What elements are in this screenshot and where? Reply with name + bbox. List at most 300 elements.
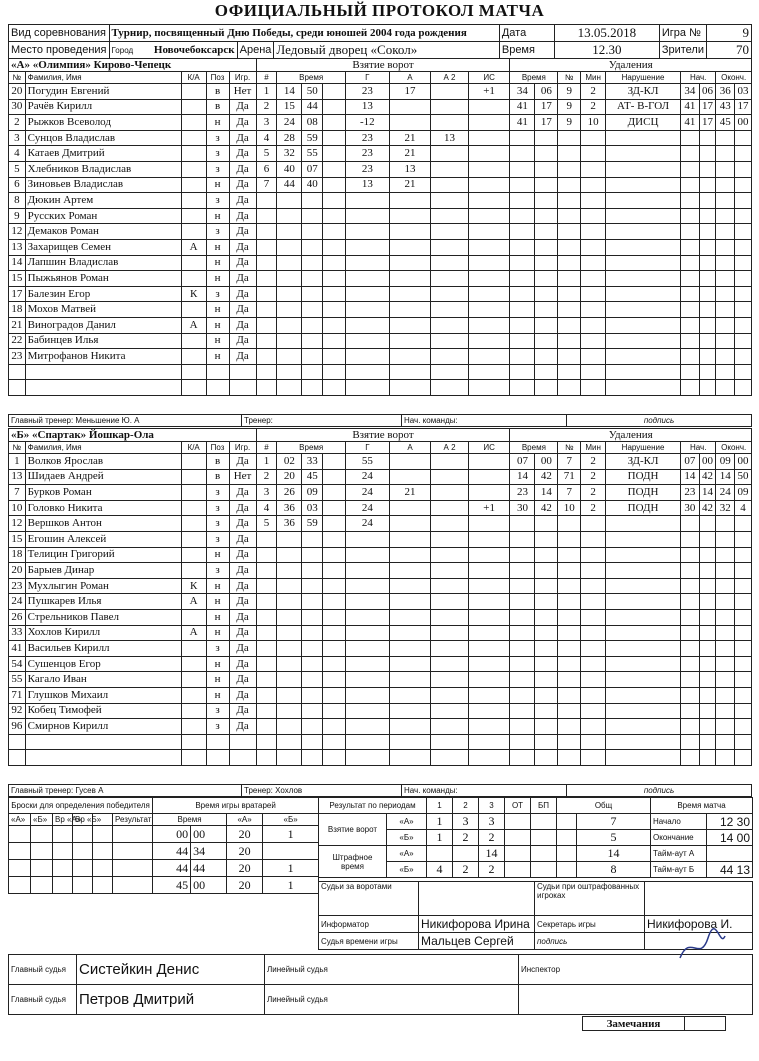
team-a-pen-start-min <box>680 317 699 333</box>
team-b-goal-index: 1 <box>256 454 277 470</box>
team-b-pen-player <box>558 734 581 750</box>
team-b-pen-minutes <box>581 531 606 547</box>
team-b-pen-start-min <box>681 750 700 766</box>
col-goal-time: Время <box>277 72 346 84</box>
goalie-time-min: 00 <box>153 826 191 843</box>
team-b-pen-start-sec <box>699 594 716 610</box>
team-a-player-played: Да <box>229 302 256 318</box>
team-a-player-position: н <box>206 333 229 349</box>
team-a-goal-second <box>302 224 323 240</box>
table-row <box>9 531 752 547</box>
team-a-goal-scorer <box>345 286 389 302</box>
team-a-pen-violation <box>606 380 681 396</box>
team-a-goal-second: 08 <box>302 115 323 131</box>
team-b-pen-minutes <box>581 672 606 688</box>
team-a-pen-minute <box>510 239 535 255</box>
team-b-pen-player <box>558 547 581 563</box>
team-b-pen-end-sec <box>735 703 752 719</box>
team-a-pen-start-sec <box>699 302 716 318</box>
team-b-pen-start-min <box>681 594 700 610</box>
arena-value: Ледовый дворец «Сокол» <box>274 42 499 59</box>
team-b-goal-situation <box>468 485 510 501</box>
team-a-player-position: н <box>206 302 229 318</box>
period-value: 3 <box>479 814 505 830</box>
team-b-goal-minute <box>277 625 302 641</box>
team-b-goal-scorer <box>346 609 390 625</box>
team-a-pen-player <box>558 271 581 287</box>
team-a-goal-minute <box>277 224 302 240</box>
team-b-goal-blank <box>323 469 346 485</box>
team-a-player-position: н <box>206 255 229 271</box>
col-ka: К/А <box>181 72 206 84</box>
team-b-pen-start-min <box>681 547 700 563</box>
team-b-player-role <box>181 609 206 625</box>
table-row <box>9 485 752 501</box>
team-b-player-name: Кобец Тимофей <box>25 703 181 719</box>
team-b-pen-start-min <box>681 609 700 625</box>
team-b-pen-minute <box>510 578 535 594</box>
table-row <box>9 380 752 396</box>
shootout-cell <box>93 826 113 843</box>
start-label: Начало <box>651 814 707 830</box>
team-b-goal-scorer: 24 <box>346 516 390 532</box>
team-b-pen-minute: 30 <box>510 500 535 516</box>
team-a-player-name: Митрофанов Никита <box>25 349 181 365</box>
game-value: 9 <box>707 25 752 42</box>
team-a-pen-end-sec <box>735 146 752 162</box>
period-value <box>531 862 557 878</box>
referee-1-name: Систейкин Денис <box>77 955 265 985</box>
team-b-goal-index <box>256 750 277 766</box>
team-a-pen-minutes <box>581 193 606 209</box>
team-b-pen-minutes <box>581 703 606 719</box>
team-a-goal-blank <box>323 224 346 240</box>
team-a-player-role <box>181 380 206 396</box>
team-a-pen-start-sec <box>699 364 716 380</box>
team-a-player-position: н <box>206 239 229 255</box>
team-b-player-name: Сушенцов Егор <box>25 656 181 672</box>
team-b-goal-blank <box>323 594 346 610</box>
team-a-pen-start-sec <box>699 130 716 146</box>
team-a-goal-minute <box>277 239 302 255</box>
team-b-player-played: Да <box>229 672 256 688</box>
team-a-player-name: Рачёв Кирилл <box>25 99 181 115</box>
team-a-player-position: н <box>206 271 229 287</box>
team-a-pen-violation <box>606 364 681 380</box>
col-play: Игр. <box>229 72 256 84</box>
team-b-pen-minute <box>510 547 535 563</box>
team-a-pen-start-min <box>680 349 699 365</box>
team-a-player-number: 18 <box>9 302 26 318</box>
shootout-cell <box>73 843 93 860</box>
goalie-b: 1 <box>263 860 319 877</box>
team-b-pen-player <box>558 672 581 688</box>
team-b-player-name: Смирнов Кирилл <box>25 719 181 735</box>
goals-a-label: «А» <box>387 814 427 830</box>
col-pen-start: Нач. <box>681 442 716 454</box>
team-a-player-played <box>229 380 256 396</box>
time-value: 12.30 <box>554 42 659 59</box>
team-b-pen-player <box>558 563 581 579</box>
team-a-goal-scorer: 13 <box>345 177 389 193</box>
team-a-pen-end-sec <box>735 255 752 271</box>
team-a-goal-scorer <box>345 224 389 240</box>
team-a-goal-second: 44 <box>302 99 323 115</box>
team-a-goal-second: 55 <box>302 146 323 162</box>
table-row <box>9 454 752 470</box>
team-b-pen-minute <box>510 516 535 532</box>
team-b-player-role <box>181 500 206 516</box>
team-b-pen-minute <box>510 563 535 579</box>
team-b-goal-index <box>256 563 277 579</box>
table-row <box>9 500 752 516</box>
spectators-value: 70 <box>707 42 752 59</box>
team-a-pen-violation <box>606 177 681 193</box>
team-a-player-played: Да <box>229 255 256 271</box>
team-b-player-position: н <box>206 594 229 610</box>
team-a-goal-blank <box>323 239 346 255</box>
team-b-pen-player: 7 <box>558 454 581 470</box>
team-a-goal-situation <box>468 286 510 302</box>
team-a-player-position: н <box>206 115 229 131</box>
team-b-goal-minute <box>277 563 302 579</box>
shootout-vr-b: Вр «Б» <box>73 814 93 826</box>
team-b-pen-start-min <box>681 703 700 719</box>
team-a-player-position <box>206 364 229 380</box>
col-goal-time: Время <box>277 442 346 454</box>
goal-judges-label: Судьи за воротами <box>319 882 419 916</box>
team-b-goal-index <box>256 609 277 625</box>
team-b-pen-minute <box>510 703 535 719</box>
team-b-player-number: 20 <box>9 563 26 579</box>
team-b-goal-blank <box>323 703 346 719</box>
team-a-player-played: Да <box>229 349 256 365</box>
team-b-player-number: 18 <box>9 547 26 563</box>
team-b-goal-assist <box>389 625 431 641</box>
pen-b-label: «Б» <box>387 862 427 878</box>
team-b-player-name: Барыев Динар <box>25 563 181 579</box>
team-a-goal-second: 59 <box>302 130 323 146</box>
col-no: № <box>9 72 26 84</box>
col-ka: К/А <box>181 442 206 454</box>
team-b-pen-second <box>535 687 558 703</box>
period-value <box>427 846 453 862</box>
team-a-goal-second <box>302 317 323 333</box>
team-b-player-number: 10 <box>9 500 26 516</box>
team-b-pen-violation: ПОДН <box>606 485 681 501</box>
table-row <box>9 594 752 610</box>
team-a-pen-minutes: 10 <box>581 115 606 131</box>
col-a2: А 2 <box>431 72 468 84</box>
timekeeper-value: Мальцев Сергей <box>419 933 535 950</box>
shootout-cell <box>73 877 93 894</box>
city-label: Город <box>111 46 134 55</box>
team-b-player-position: н <box>206 625 229 641</box>
team-a-player-number: 15 <box>9 271 26 287</box>
team-a-pen-start-min <box>680 302 699 318</box>
team-a-pen-minute <box>510 161 535 177</box>
goalie-time-sec: 00 <box>191 877 227 894</box>
team-b-pen-end-min <box>716 719 735 735</box>
team-b-pen-minute: 23 <box>510 485 535 501</box>
team-b-goal-situation <box>468 469 510 485</box>
goalie-b <box>263 843 319 860</box>
table-row <box>9 84 752 100</box>
period-value: 2 <box>453 830 479 846</box>
team-a-goal-second <box>302 193 323 209</box>
team-a-goal-assist: 13 <box>389 161 431 177</box>
team-b-pen-start-min <box>681 734 700 750</box>
team-a-pen-end-min <box>716 193 735 209</box>
team-b-pen-player <box>558 609 581 625</box>
team-b-goal-second <box>302 563 323 579</box>
team-a-goal-second <box>302 380 323 396</box>
team-b-pen-end-sec <box>735 516 752 532</box>
team-b-pen-start-min <box>681 563 700 579</box>
team-a-goal-assist <box>389 208 431 224</box>
team-a-pen-end-sec: 00 <box>735 115 752 131</box>
team-a-player-role: А <box>181 317 206 333</box>
team-b-goal-second: 09 <box>302 485 323 501</box>
team-a-pen-player <box>558 380 581 396</box>
team-b-pen-end-sec <box>735 672 752 688</box>
team-b-goal-scorer <box>346 531 390 547</box>
shootout-cell <box>31 843 53 860</box>
team-b-pen-start-sec <box>699 703 716 719</box>
team-b-pen-minute <box>510 719 535 735</box>
team-a-goals-heading: Взятие ворот <box>256 59 510 72</box>
team-a-player-role <box>181 130 206 146</box>
team-b-player-position: в <box>206 454 229 470</box>
col-pen-viol: Нарушение <box>606 442 681 454</box>
team-a-goal-scorer <box>345 255 389 271</box>
table-row <box>9 547 752 563</box>
team-b-pen-second: 14 <box>535 485 558 501</box>
team-a-player-position: в <box>206 84 229 100</box>
team-a-goal-index <box>256 286 277 302</box>
team-b-player-name: Хохлов Кирилл <box>25 625 181 641</box>
team-b-goal-assist2 <box>431 641 468 657</box>
team-a-player-role <box>181 115 206 131</box>
team-b-pen-second: 42 <box>535 500 558 516</box>
team-b-goal-index <box>256 703 277 719</box>
period-value: 1 <box>427 830 453 846</box>
team-a-pen-player <box>558 255 581 271</box>
team-a-pen-second <box>535 130 558 146</box>
team-b-goal-index <box>256 531 277 547</box>
team-a-pen-minute <box>510 130 535 146</box>
team-a-pen-violation <box>606 161 681 177</box>
team-b-goal-assist2 <box>431 531 468 547</box>
team-a-goal-assist2 <box>431 302 468 318</box>
team-b-pen-end-sec <box>735 641 752 657</box>
team-b-pen-end-min <box>716 578 735 594</box>
team-b-pen-violation <box>606 641 681 657</box>
team-a-goal-blank <box>323 302 346 318</box>
remarks-label: Замечания <box>583 1017 685 1031</box>
team-a-goal-index: 4 <box>256 130 277 146</box>
team-b-goal-situation <box>468 625 510 641</box>
team-a-goal-assist <box>389 349 431 365</box>
team-a-pen-violation <box>606 349 681 365</box>
shootout-cell <box>53 843 73 860</box>
shootout-cell <box>93 877 113 894</box>
team-a-player-name <box>25 380 181 396</box>
team-b-player-number: 92 <box>9 703 26 719</box>
team-a-goal-index: 1 <box>256 84 277 100</box>
team-b-goal-second <box>302 594 323 610</box>
team-a-player-position: з <box>206 130 229 146</box>
goalie-row <box>9 877 319 894</box>
team-a-goal-situation <box>468 115 510 131</box>
comp-label: Вид соревнования <box>9 25 110 42</box>
team-a-player-role <box>181 84 206 100</box>
shootout-cell <box>113 860 153 877</box>
goalie-time-heading: Время игры вратарей <box>153 798 319 814</box>
team-a-goal-situation <box>468 255 510 271</box>
team-a-goal-second <box>302 255 323 271</box>
team-a-player-number: 4 <box>9 146 26 162</box>
team-a-pen-player <box>558 333 581 349</box>
team-a-pen-end-sec <box>735 317 752 333</box>
team-b-pen-minutes: 2 <box>581 454 606 470</box>
team-b-goal-assist2 <box>431 547 468 563</box>
team-b-player-name: Егошин Алексей <box>25 531 181 547</box>
team-b-goal-assist2 <box>431 485 468 501</box>
team-a-goal-assist <box>389 193 431 209</box>
team-b-player-number: 54 <box>9 656 26 672</box>
team-b-player-role <box>181 485 206 501</box>
team-b-pen-minute <box>510 609 535 625</box>
team-b-goal-assist <box>389 719 431 735</box>
team-a-pen-minute <box>510 224 535 240</box>
team-a-pen-player <box>558 130 581 146</box>
team-a-goal-assist2 <box>431 317 468 333</box>
period-3: 3 <box>479 798 505 814</box>
team-a-pen-end-sec <box>735 161 752 177</box>
table-row <box>9 302 752 318</box>
team-a-pen-start-min <box>680 286 699 302</box>
team-b-goal-scorer <box>346 578 390 594</box>
team-b-goal-blank <box>323 547 346 563</box>
team-b-player-played: Да <box>229 594 256 610</box>
team-a-pen-end-sec <box>735 302 752 318</box>
team-b-pen-player <box>558 719 581 735</box>
team-a-player-role <box>181 224 206 240</box>
team-a-pen-minutes <box>581 364 606 380</box>
team-b-goal-index: 3 <box>256 485 277 501</box>
team-a-goal-assist <box>389 224 431 240</box>
team-a-goal-index <box>256 255 277 271</box>
team-b-player-played <box>229 750 256 766</box>
team-b-player-name: Пушкарев Илья <box>25 594 181 610</box>
team-a-goal-index: 6 <box>256 161 277 177</box>
team-b-goal-situation <box>468 687 510 703</box>
team-a-player-position: н <box>206 349 229 365</box>
team-b-goal-situation <box>468 563 510 579</box>
team-b-pen-end-min <box>716 641 735 657</box>
team-a-player-number: 23 <box>9 349 26 365</box>
team-a-player-number: 12 <box>9 224 26 240</box>
informer-value: Никифорова Ирина <box>419 916 535 933</box>
team-a-goal-assist <box>389 333 431 349</box>
table-row <box>9 641 752 657</box>
game-label: Игра № <box>659 25 706 42</box>
period-2: 2 <box>453 798 479 814</box>
team-b-player-position: н <box>206 547 229 563</box>
team-b-pen-minute: 07 <box>510 454 535 470</box>
team-a-player-played: Да <box>229 224 256 240</box>
team-b-goal-blank <box>323 625 346 641</box>
team-a-pen-minute <box>510 193 535 209</box>
team-a-player-played: Да <box>229 333 256 349</box>
col-play: Игр. <box>229 442 256 454</box>
table-row <box>9 578 752 594</box>
team-b-player-played: Да <box>229 531 256 547</box>
team-a-goal-second: 07 <box>302 161 323 177</box>
team-a-goal-blank <box>323 146 346 162</box>
team-b-pen-violation: ПОДН <box>606 469 681 485</box>
team-a-goal-situation <box>468 333 510 349</box>
team-a-goal-situation <box>468 146 510 162</box>
team-b-pen-minute <box>510 687 535 703</box>
period-bp: БП <box>531 798 557 814</box>
team-b-pen-end-min <box>716 625 735 641</box>
goalie-time-sec: 44 <box>191 860 227 877</box>
team-a-pen-player <box>558 286 581 302</box>
shootout-vr-a: Вр «А» <box>53 814 73 826</box>
team-a-player-name: Хлебников Владислав <box>25 161 181 177</box>
team-a-goal-index <box>256 317 277 333</box>
shootout-cell <box>9 843 31 860</box>
team-b-goal-blank <box>323 609 346 625</box>
team-a-player-name: Бабинцев Илья <box>25 333 181 349</box>
team-b-goal-second <box>302 641 323 657</box>
team-a-pen-player <box>558 239 581 255</box>
team-a-pen-second <box>535 349 558 365</box>
team-a-pen-minute <box>510 364 535 380</box>
team-a-goal-second: 50 <box>302 84 323 100</box>
team-a-goal-minute <box>277 333 302 349</box>
team-a-pen-end-sec <box>735 224 752 240</box>
team-a-pen-violation <box>606 130 681 146</box>
team-b-pen-end-sec: 00 <box>735 454 752 470</box>
team-a-pen-minutes <box>581 177 606 193</box>
team-a-pen-minute <box>510 286 535 302</box>
team-b-pen-end-sec <box>735 563 752 579</box>
team-a-pen-violation <box>606 317 681 333</box>
team-a-goal-index <box>256 333 277 349</box>
team-a-player-role <box>181 364 206 380</box>
team-b-pen-start-min <box>681 656 700 672</box>
team-a-pen-violation: АТ- В-ГОЛ <box>606 99 681 115</box>
team-a-pen-start-sec <box>699 224 716 240</box>
team-a-pen-violation <box>606 302 681 318</box>
team-a-goal-situation <box>468 239 510 255</box>
team-b-goal-blank <box>323 485 346 501</box>
team-b-goal-scorer <box>346 687 390 703</box>
team-b-goal-index <box>256 594 277 610</box>
team-a-goal-situation <box>468 364 510 380</box>
team-a-player-number: 21 <box>9 317 26 333</box>
team-b-pen-second: 42 <box>535 469 558 485</box>
team-b-goal-assist <box>389 609 431 625</box>
period-1: 1 <box>427 798 453 814</box>
shootout-cell <box>113 843 153 860</box>
team-b-pen-second <box>535 625 558 641</box>
team-a-pen-end-min <box>716 239 735 255</box>
team-b-goal-index: 5 <box>256 516 277 532</box>
